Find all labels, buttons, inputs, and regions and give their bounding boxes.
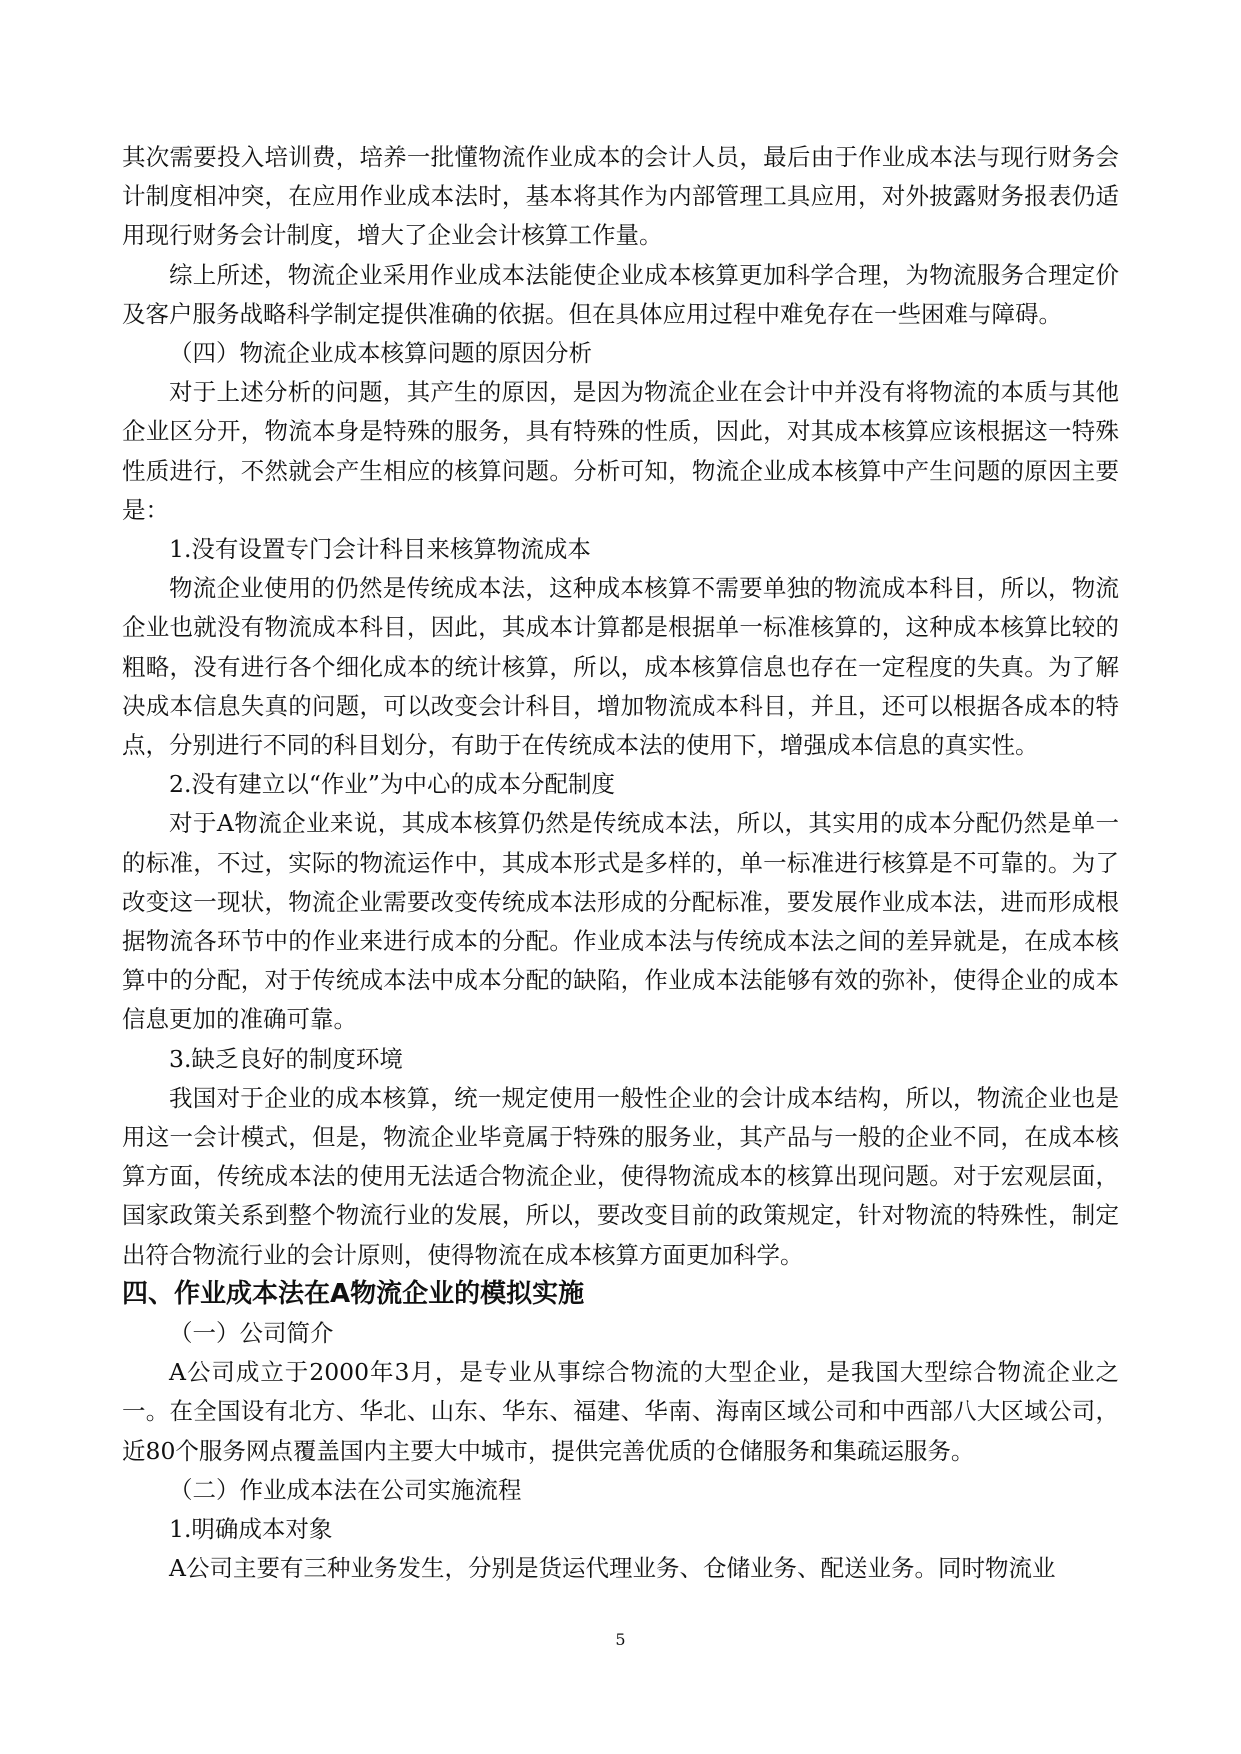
numbered-heading: 1.没有设置专门会计科目来核算物流成本 [169,535,591,564]
subsection-heading: （一）公司简介 [169,1318,334,1347]
paragraph: 物流企业使用的仍然是传统成本法，这种成本核算不需要单独的物流成本科目，所以，物流企业也就没有物流成本科目，因此，其成本计算都是根据单一标准核算的，这种成本核算比较的粗略，没有进行各个细化成本的统计核算，所以，成本核算信息也存在一定程度的失真。为了解决成本信息失真的问题，可以改变会计科目，增加物流成本科目，并且，还可以根据各成本的特点，分别进行不同的科目划分，有助于在传统成本法的使用下，增强成本信息的真实性。 [122,574,1119,760]
paragraph: 其次需要投入培训费，培养一批懂物流作业成本的会计人员，最后由于作业成本法与现行财务会计制度相冲突，在应用作业成本法时，基本将其作为内部管理工具应用，对外披露财务报表仍适用现行财务会计制度，增大了企业会计核算工作量。 [122,143,1119,250]
paragraph: A公司成立于2000年3月，是专业从事综合物流的大型企业，是我国大型综合物流企业之一。在全国设有北方、华北、山东、华东、福建、华南、海南区域公司和中西部八大区域公司，近80个服务网点覆盖国内主要大中城市，提供完善优质的仓储服务和集疏运服务。 [122,1358,1119,1465]
subsection-heading: （二）作业成本法在公司实施流程 [169,1475,522,1504]
paragraph: A公司主要有三种业务发生，分别是货运代理业务、仓储业务、配送业务。同时物流业 [169,1554,1056,1583]
numbered-heading: 1.明确成本对象 [169,1514,333,1543]
paragraph: 对于A物流企业来说，其成本核算仍然是传统成本法，所以，其实用的成本分配仍然是单一的标准，不过，实际的物流运作中，其成本形式是多样的，单一标准进行核算是不可靠的。为了改变这一现状，物流企业需要改变传统成本法形成的分配标准，要发展作业成本法，进而形成根据物流各环节中的作业来进行成本的分配。作业成本法与传统成本法之间的差异就是，在成本核算中的分配，对于传统成本法中成本分配的缺陷，作业成本法能够有效的弥补，使得企业的成本信息更加的准确可靠。 [122,809,1119,1034]
paragraph: 对于上述分析的问题，其产生的原因，是因为物流企业在会计中并没有将物流的本质与其他企业区分开，物流本身是特殊的服务，具有特殊的性质，因此，对其成本核算应该根据这一特殊性质进行，不然就会产生相应的核算问题。分析可知，物流企业成本核算中产生问题的原因主要是： [122,378,1119,524]
numbered-heading: 2.没有建立以“作业”为中心的成本分配制度 [169,770,615,799]
numbered-heading: 3.缺乏良好的制度环境 [169,1044,403,1073]
document-page [122,138,1119,1588]
paragraph: 我国对于企业的成本核算，统一规定使用一般性企业的会计成本结构，所以，物流企业也是用这一会计模式，但是，物流企业毕竟属于特殊的服务业，其产品与一般的企业不同，在成本核算方面，传统成本法的使用无法适合物流企业，使得物流成本的核算出现问题。对于宏观层面，国家政策关系到整个物流行业的发展，所以，要改变目前的政策规定，针对物流的特殊性，制定出符合物流行业的会计原则，使得物流在成本核算方面更加科学。 [122,1083,1119,1269]
page-number: 5 [615,1630,626,1649]
subsection-heading: （四）物流企业成本核算问题的原因分析 [169,339,592,368]
paragraph: 综上所述，物流企业采用作业成本法能使企业成本核算更加科学合理，为物流服务合理定价及客户服务战略科学制定提供准确的依据。但在具体应用过程中难免存在一些困难与障碍。 [122,260,1119,328]
section-title: 四、作业成本法在A物流企业的模拟实施 [122,1278,585,1309]
